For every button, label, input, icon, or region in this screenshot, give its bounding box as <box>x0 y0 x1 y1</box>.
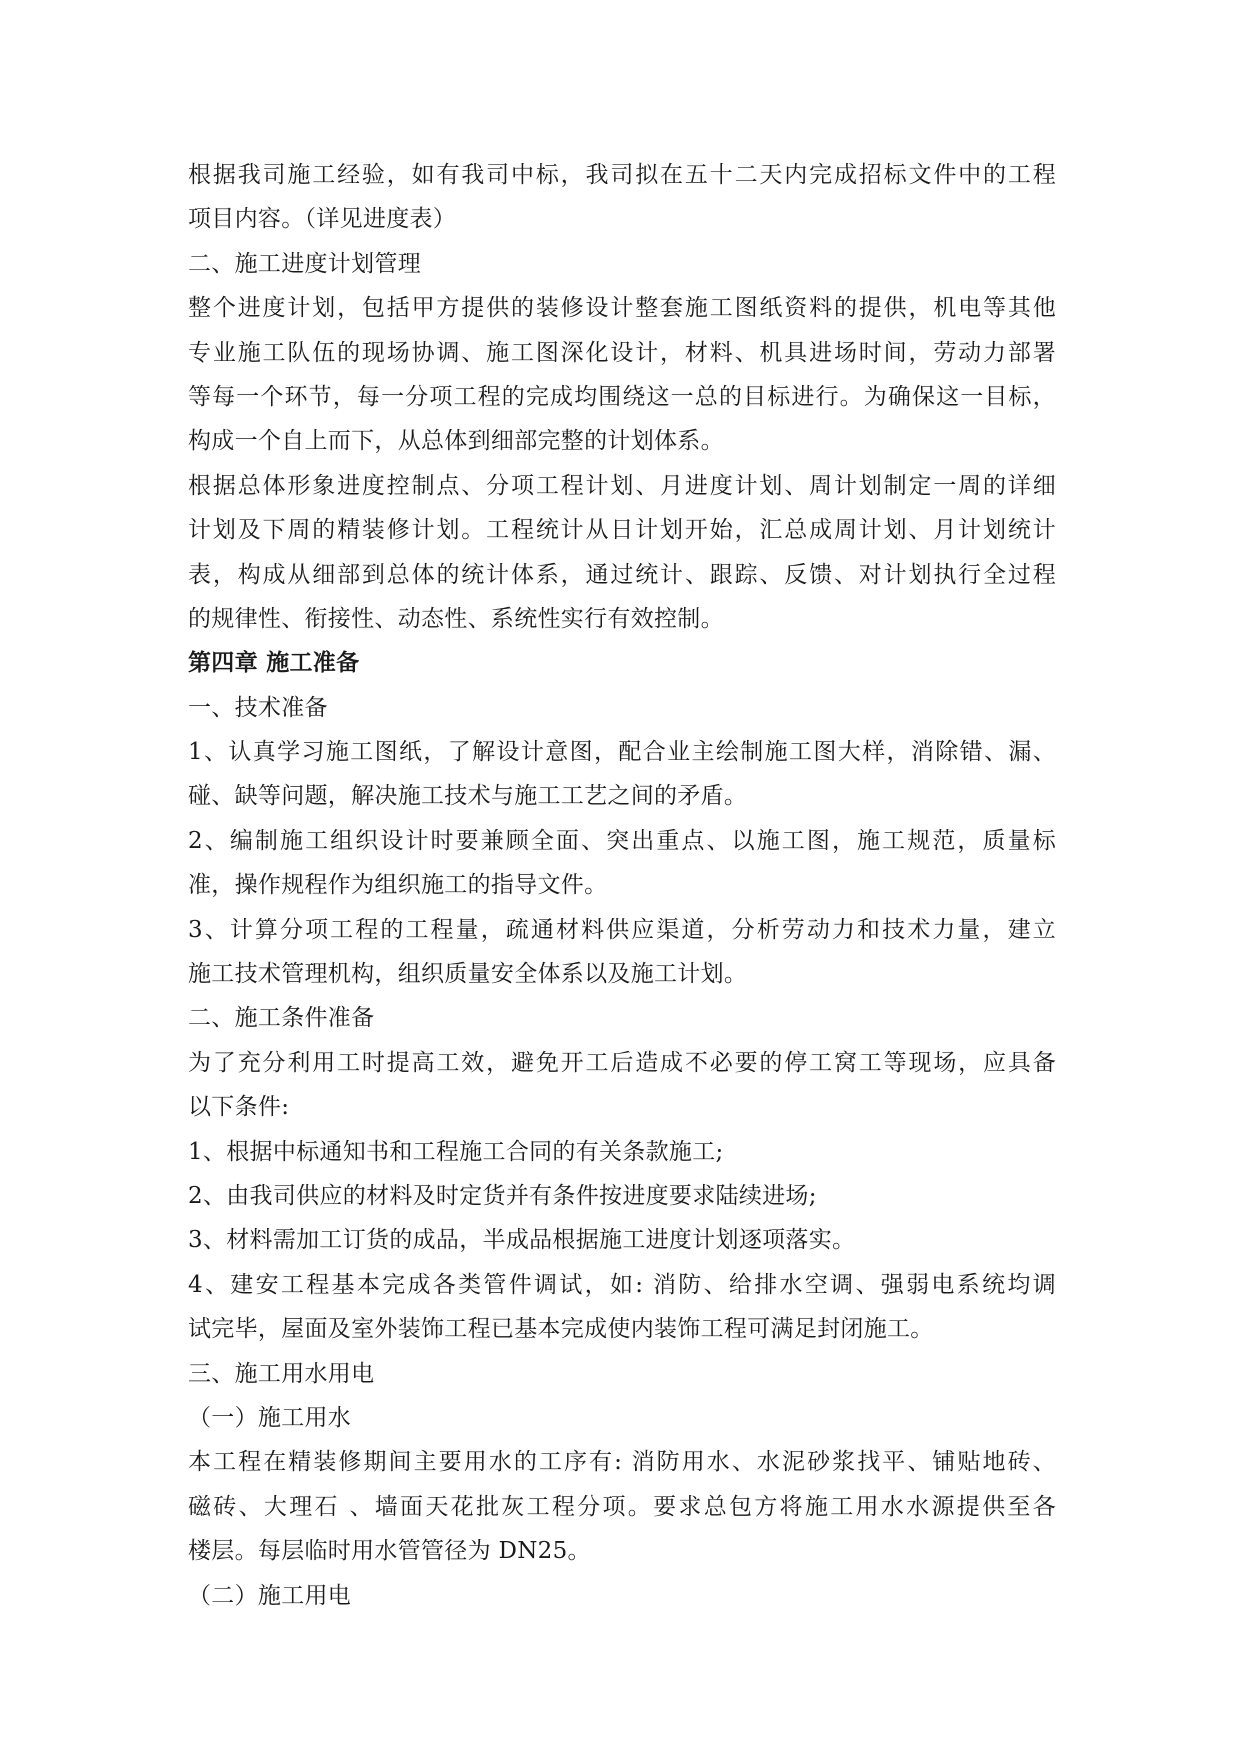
text-line: 等每一个环节，每一分项工程的完成均围绕这一总的目标进行。为确保这一目标， <box>188 383 1056 410</box>
text-line: 根据总体形象进度控制点、分项工程计划、月进度计划、周计划制定一周的详细 <box>188 472 1056 499</box>
text-line: 准，操作规程作为组织施工的指导文件。 <box>188 872 608 899</box>
text-line: 碰、缺等问题，解决施工技术与施工工艺之间的矛盾。 <box>188 783 748 810</box>
text-line: 楼层。每层临时用水管管径为 DN25。 <box>188 1538 591 1565</box>
text-line: 3、计算分项工程的工程量，疏通材料供应渠道，分析劳动力和技术力量，建立 <box>188 916 1056 943</box>
text-line: 4、建安工程基本完成各类管件调试，如: 消防、给排水空调、强弱电系统均调 <box>188 1271 1056 1298</box>
text-line: 试完毕，屋面及室外装饰工程已基本完成使内装饰工程可满足封闭施工。 <box>188 1316 934 1343</box>
text-line: 2、编制施工组织设计时要兼顾全面、突出重点、以施工图，施工规范，质量标 <box>188 827 1056 854</box>
text-line: 施工技术管理机构，组织质量安全体系以及施工计划。 <box>188 961 748 988</box>
text-line: 一、技术准备 <box>188 694 328 721</box>
text-line: 专业施工队伍的现场协调、施工图深化设计，材料、机具进场时间，劳动力部署 <box>188 339 1056 366</box>
text-line: 表，构成从细部到总体的统计体系，通过统计、跟踪、反馈、对计划执行全过程 <box>188 561 1056 588</box>
text-line: 根据我司施工经验，如有我司中标，我司拟在五十二天内完成招标文件中的工程 <box>188 162 1056 188</box>
text-line: 整个进度计划，包括甲方提供的装修设计整套施工图纸资料的提供，机电等其他 <box>188 295 1056 322</box>
text-line: 计划及下周的精装修计划。工程统计从日计划开始，汇总成周计划、月计划统计 <box>188 517 1056 544</box>
text-line: 以下条件: <box>188 1094 290 1121</box>
text-line: 1、认真学习施工图纸，了解设计意图，配合业主绘制施工图大样，消除错、漏、 <box>188 739 1056 766</box>
text-line: 三、施工用水用电 <box>188 1360 375 1387</box>
text-line: （二）施工用电 <box>188 1582 352 1609</box>
text-line: （一）施工用水 <box>188 1404 352 1431</box>
text-line: 项目内容。（详见进度表） <box>188 206 457 233</box>
text-line: 为了充分利用工时提高工效，避免开工后造成不必要的停工窝工等现场，应具备 <box>188 1049 1056 1076</box>
text-line: 二、施工进度计划管理 <box>188 250 421 277</box>
text-line: 本工程在精装修期间主要用水的工序有: 消防用水、水泥砂浆找平、铺贴地砖、 <box>188 1449 1056 1476</box>
text-line: 二、施工条件准备 <box>188 1005 375 1032</box>
document-page <box>188 153 1056 1618</box>
chapter-heading: 第四章 施工准备 <box>188 649 360 677</box>
text-line: 磁砖、大理石 、墙面天花批灰工程分项。要求总包方将施工用水水源提供至各 <box>188 1493 1056 1520</box>
text-line: 1、根据中标通知书和工程施工合同的有关条款施工; <box>188 1138 724 1165</box>
text-line: 构成一个自上而下，从总体到细部完整的计划体系。 <box>188 428 724 455</box>
text-line: 3、材料需加工订货的成品，半成品根据施工进度计划逐项落实。 <box>188 1227 856 1254</box>
text-line: 的规律性、衔接性、动态性、系统性实行有效控制。 <box>188 605 724 632</box>
text-line: 2、由我司供应的材料及时定货并有条件按进度要求陆续进场; <box>188 1182 817 1209</box>
